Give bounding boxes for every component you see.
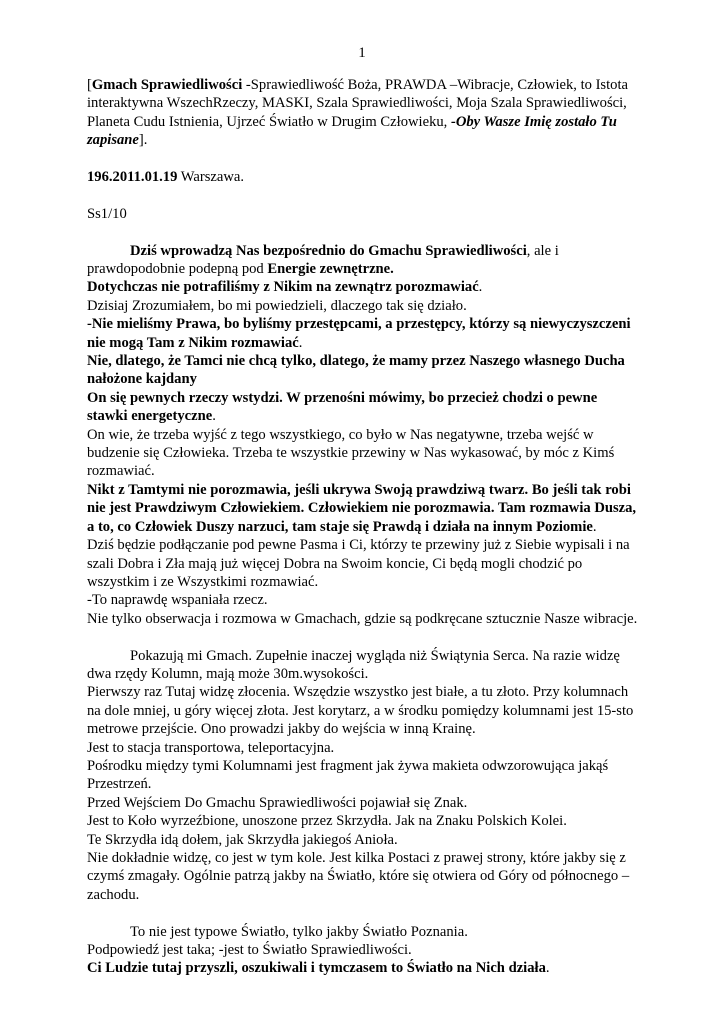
text-line: -To naprawdę wspaniała rzecz. — [87, 592, 268, 609]
text-line: dwa rzędy Kolumn, mają może 30m.wysokości. — [87, 665, 369, 682]
header-block — [87, 76, 647, 150]
paragraph-3 — [87, 923, 647, 978]
text-line: Przed Wejściem Do Gmachu Sprawiedliwości pojawiał się Znak. — [87, 794, 468, 811]
text-line: a to, co Człowiek Duszy narzuci, tam staje się Prawdą i działa na innym Poziomie. — [87, 518, 597, 535]
text-line: Planeta Cudu Istnienia, Ujrzeć Światło w Drugim Człowieku, -Oby Wasze Imię zostało Tu — [87, 113, 617, 130]
text-line: To nie jest typowe Światło, tylko jakby Światło Poznania. — [130, 923, 468, 940]
bold-italic-text: zapisane — [87, 132, 139, 149]
bold-text: Gmach Sprawiedliwości — [91, 77, 243, 93]
entry-place: Warszawa. — [177, 169, 245, 186]
text-line: zapisane]. — [87, 132, 148, 149]
text-line: wszystkim i ze Wszystkimi rozmawiać. — [87, 573, 319, 590]
text-line: Pokazują mi Gmach. Zupełnie inaczej wygląda niż Świątynia Serca. Na razie widzę — [130, 647, 620, 664]
text-line: Jest to Koło wyrzeźbione, unoszone przez Skrzydła. Jak na Znaku Polskich Kolei. — [87, 813, 567, 830]
text-line: -Nie mieliśmy Prawa, bo byliśmy przestępcami, a przestępcy, którzy są niewyczyszczeni — [87, 316, 631, 333]
bold-italic-text: -Oby Wasze Imię zostało Tu — [450, 113, 617, 130]
page-number: 1 — [358, 45, 366, 61]
text-line: zachodu. — [87, 886, 140, 903]
text-line: [Gmach Sprawiedliwości -Sprawiedliwość Boża, PRAWDA –Wibracje, Człowiek, to Istota — [87, 77, 628, 93]
text-line: Nie tylko obserwacja i rozmowa w Gmachach, gdzie są podkręcane sztucznie Nasze wibracje. — [87, 610, 638, 627]
text-line: szali Dobra i Zła mają już więcej Dobra na Swoim koncie, Ci będą mogli chodzić po — [87, 555, 583, 572]
text-line: Te Skrzydła idą dołem, jak Skrzydła jakiegoś Anioła. — [87, 831, 398, 848]
text-line: stawki energetyczne. — [87, 408, 216, 425]
text-line: Nikt z Tamtymi nie porozmawia, jeśli ukrywa Swoją prawdziwą twarz. Bo jeśli tak robi — [87, 481, 631, 498]
text-line: nie jest Prawdziwym Człowiekiem. Człowiekiem nie porozmawia. Tam rozmawia Dusza, — [87, 500, 637, 517]
text-line: Dotychczas nie potrafiliśmy z Nikim na zewnątrz porozmawiać. — [87, 279, 483, 296]
text-line: Jest to stacja transportowa, teleportacyjna. — [87, 739, 335, 756]
text-line: Dziś będzie podłączanie pod pewne Pasma i Ci, którzy te przewiny już z Siebie wypisali i na — [87, 537, 630, 554]
text-line: On wie, że trzeba wyjść z tego wszystkiego, co było w Nas negatywne, trzeba wejść w — [87, 426, 594, 443]
text-line: interaktywna WszechRzeczy, MASKI, Szala Sprawiedliwości, Moja Szala Sprawiedliwości, — [87, 95, 627, 112]
text-line: na dole mniej, u góry więcej złota. Jest korytarz, a w środku pomiędzy kolumnami jest 15-sto — [87, 702, 634, 719]
document-body — [87, 76, 647, 978]
text-line: On się pewnych rzeczy wstydzi. W przenośni mówimy, bo przecież chodzi o pewne — [87, 389, 598, 406]
text-line: Dzisiaj Zrozumiałem, bo mi powiedzieli, dlaczego tak się działo. — [87, 297, 467, 314]
paragraph-2 — [87, 647, 647, 905]
text-line: Dziś wprowadzą Nas bezpośrednio do Gmachu Sprawiedliwości, ale i — [130, 242, 559, 259]
text-line: budzenie się Człowieka. Trzeba te wszystkie przewiny w Nas wykasować, by móc z Kimś — [87, 445, 615, 462]
text-line: Nie, dlatego, że Tamci nie chcą tylko, dlatego, że mamy przez Naszego własnego Ducha — [87, 353, 625, 370]
text-line: Pośrodku między tymi Kolumnami jest fragment jak żywa makieta odwzorowująca jakąś — [87, 757, 609, 774]
entry-number: 196.2011.01.19 — [87, 169, 178, 186]
text-line: Podpowiedź jest taka; -jest to Światło Sprawiedliwości. — [87, 942, 412, 959]
dateline — [87, 168, 647, 186]
text-line: Pierwszy raz Tutaj widzę złocenia. Wszędzie wszystko jest białe, a tu złoto. Przy kolumnach — [87, 684, 629, 701]
text-line: rozmawiać. — [87, 463, 155, 480]
paragraph-1 — [87, 242, 647, 629]
text-line: Przestrzeń. — [87, 776, 152, 793]
text-line: nałożone kajdany — [87, 371, 197, 388]
text-line: prawdopodobnie podepną pod Energie zewnętrzne. — [87, 261, 394, 278]
session-code: Ss1/10 — [87, 205, 127, 222]
text-line: metrowe przejście. Ono prowadzi jakby do wejścia w inną Krainę. — [87, 721, 476, 738]
text-line: czymś zmagały. Ogólnie patrzą jakby na Światło, które się otwiera od Góry od północnego – — [87, 868, 630, 885]
text-line: nie mogą Tam z Nikim rozmawiać. — [87, 334, 303, 351]
text-line: Nie dokładnie widzę, co jest w tym kole. Jest kilka Postaci z prawej strony, które jakby się z — [87, 850, 626, 866]
text-line: Ci Ludzie tutaj przyszli, oszukiwali i tymczasem to Światło na Nich działa. — [87, 960, 550, 977]
